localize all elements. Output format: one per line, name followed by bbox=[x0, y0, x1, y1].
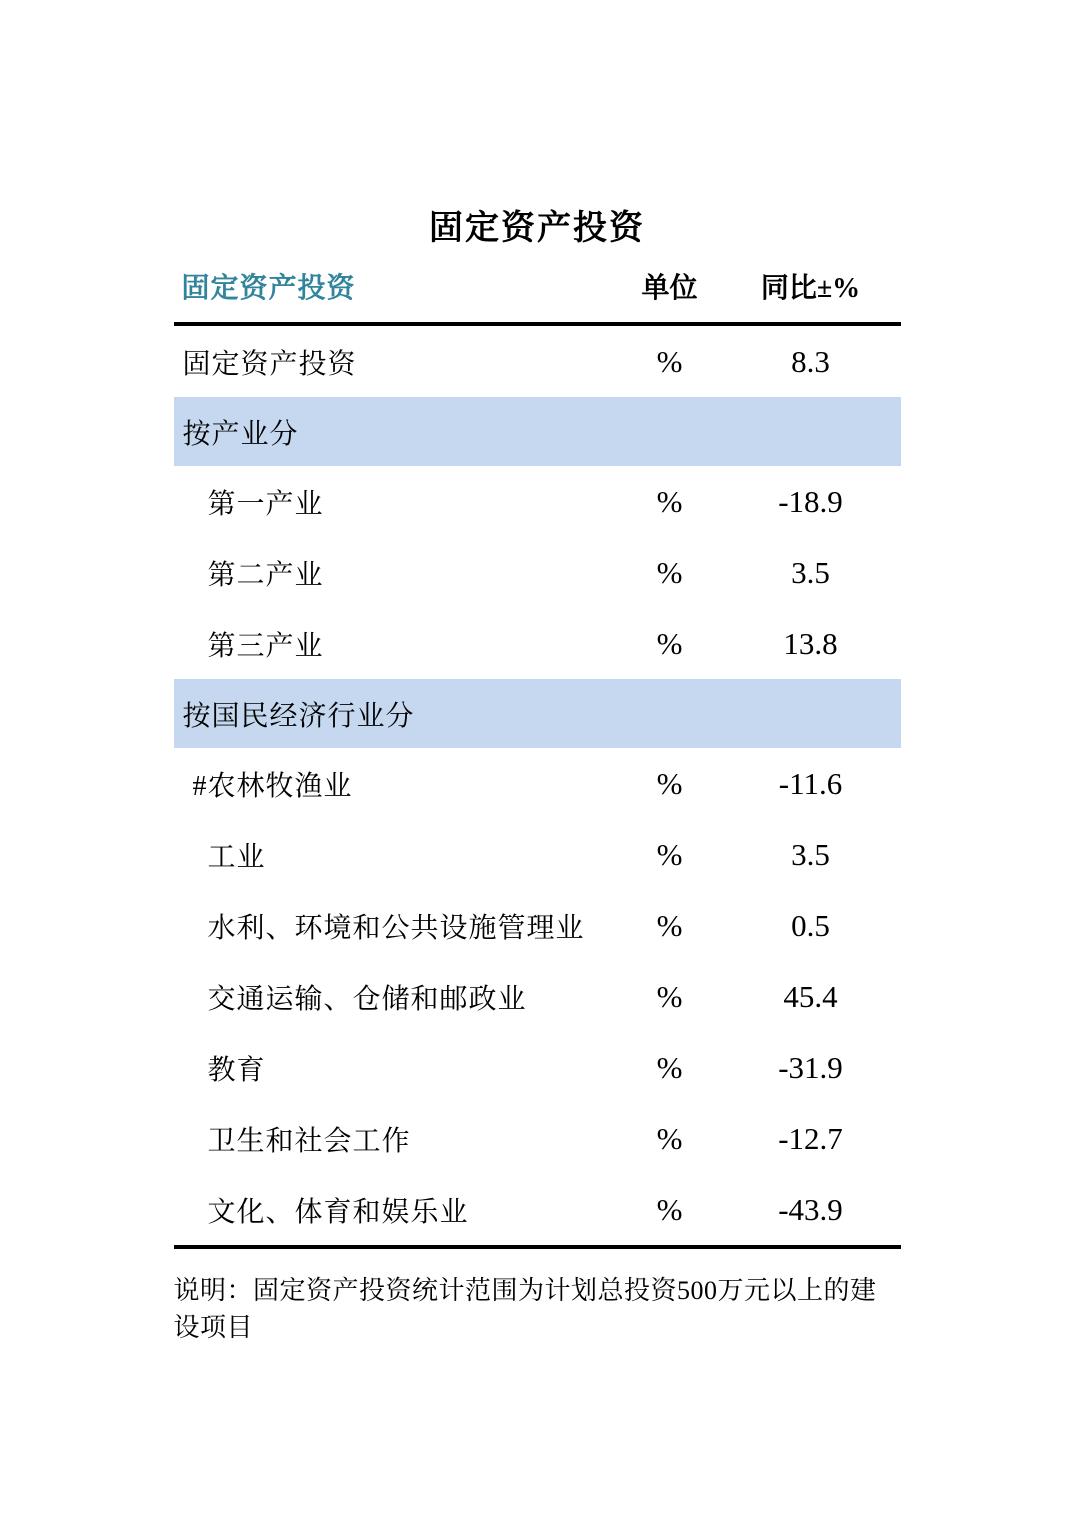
row-label: #农林牧渔业 bbox=[192, 770, 353, 802]
section-row bbox=[174, 397, 901, 466]
table-body bbox=[174, 326, 901, 1245]
table-row bbox=[174, 1103, 901, 1174]
investment-table bbox=[174, 250, 901, 1249]
row-label: 交通运输、仓储和邮政业 bbox=[207, 983, 527, 1015]
section-row bbox=[174, 679, 901, 748]
row-unit: % bbox=[656, 765, 683, 801]
row-unit: % bbox=[656, 1191, 683, 1227]
row-label: 教育 bbox=[207, 1054, 266, 1086]
table-row bbox=[174, 608, 901, 679]
row-unit: % bbox=[656, 1120, 683, 1156]
row-unit: % bbox=[656, 554, 683, 590]
row-label: 工业 bbox=[207, 841, 266, 873]
table-row bbox=[174, 466, 901, 537]
table-row bbox=[174, 748, 901, 819]
row-value: -31.9 bbox=[778, 1049, 843, 1085]
row-unit: % bbox=[656, 907, 683, 943]
row-unit: % bbox=[656, 1049, 683, 1085]
row-label: 文化、体育和娱乐业 bbox=[207, 1196, 469, 1228]
row-unit: % bbox=[656, 625, 683, 661]
header-yoy-label: 同比±% bbox=[760, 273, 861, 305]
table-row bbox=[174, 961, 901, 1032]
row-value: 45.4 bbox=[783, 978, 838, 1014]
row-label: 第三产业 bbox=[207, 630, 324, 662]
row-value: -12.7 bbox=[778, 1120, 843, 1156]
row-label: 卫生和社会工作 bbox=[207, 1125, 411, 1157]
header-unit-label: 单位 bbox=[641, 273, 698, 305]
row-value: 3.5 bbox=[791, 836, 830, 872]
table-row bbox=[174, 819, 901, 890]
row-label: 第一产业 bbox=[207, 488, 324, 520]
row-label: 第二产业 bbox=[207, 559, 324, 591]
row-value: 0.5 bbox=[791, 907, 830, 943]
footnote: 说明：固定资产投资统计范围为计划总投资500万元以上的建设项目 bbox=[173, 1276, 877, 1343]
section-label: 按产业分 bbox=[182, 418, 299, 450]
table-bottom-rule bbox=[174, 1245, 901, 1249]
section-label: 按国民经济行业分 bbox=[182, 700, 415, 732]
table-row bbox=[174, 537, 901, 608]
row-label: 固定资产投资 bbox=[182, 348, 357, 380]
table-header-row bbox=[174, 250, 901, 326]
row-value: -11.6 bbox=[778, 765, 843, 801]
row-unit: % bbox=[656, 343, 683, 379]
table-row bbox=[174, 890, 901, 961]
table-row bbox=[174, 1174, 901, 1245]
row-value: -18.9 bbox=[778, 483, 843, 519]
row-value: 13.8 bbox=[783, 625, 838, 661]
table-row bbox=[174, 1032, 901, 1103]
row-value: 3.5 bbox=[791, 554, 830, 590]
row-unit: % bbox=[656, 483, 683, 519]
table-row bbox=[174, 326, 901, 397]
row-unit: % bbox=[656, 836, 683, 872]
row-label: 水利、环境和公共设施管理业 bbox=[207, 912, 585, 944]
row-value: -43.9 bbox=[778, 1191, 843, 1227]
page-title: 固定资产投资 bbox=[429, 209, 645, 247]
row-value: 8.3 bbox=[791, 343, 830, 379]
row-unit: % bbox=[656, 978, 683, 1014]
header-indicator-label: 固定资产投资 bbox=[181, 273, 356, 305]
